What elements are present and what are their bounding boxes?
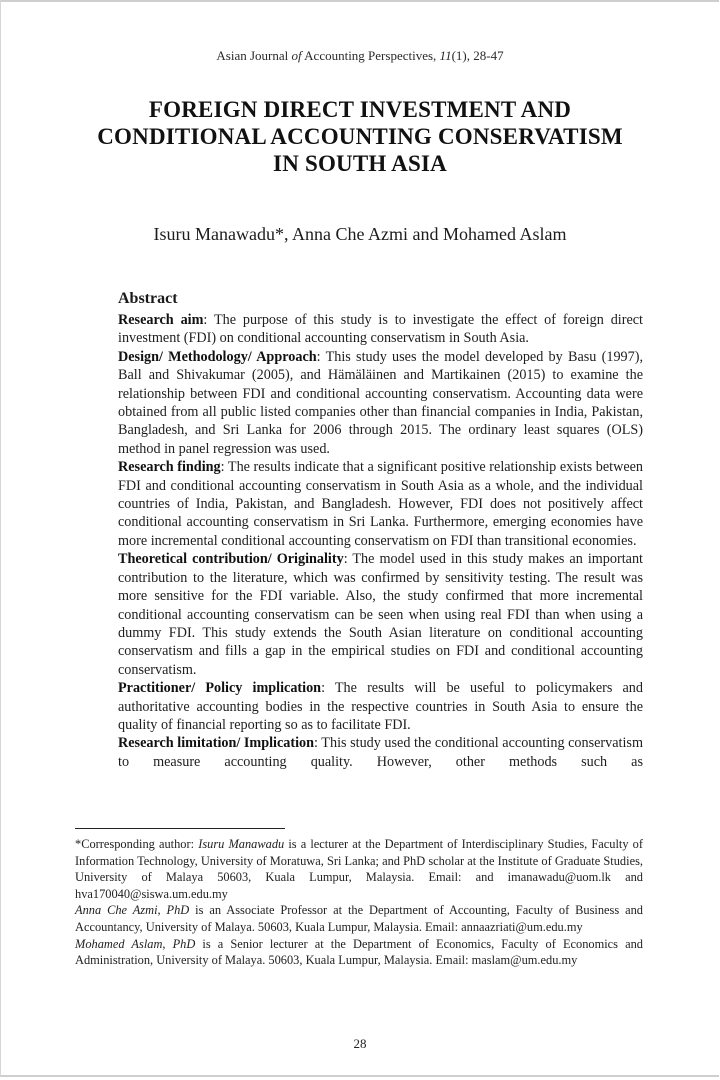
section-text: : The purpose of this study is to investigate the effect of foreign direct investment (FDI) on conditional accounting conservatism in South Asia. <box>118 312 643 347</box>
page-number: 28 <box>353 1036 367 1051</box>
section-label: Research aim <box>118 312 204 328</box>
abstract-policy-implication <box>118 679 643 734</box>
journal-name-of: of <box>291 48 302 63</box>
footnote-author-name: Anna Che Azmi, PhD <box>75 903 190 918</box>
abstract-body <box>118 311 643 771</box>
footnote-author-name: Isuru Manawadu <box>198 837 285 851</box>
section-text: : The results will be useful to policymakers and authoritative accounting bodies in the respective countries in South Asia to ensure the quality of financial reporting so as to facilitate FDI. <box>118 680 643 733</box>
footnote-third-author <box>75 936 643 969</box>
footnote-prefix: *Corresponding author: <box>75 837 199 851</box>
running-head <box>0 48 720 64</box>
footnote-text: is a Senior lecturer at the Department of Economics, Faculty of Economics and Administration, University of Malaya. 50603, Kuala Lumpur, Malaysia. Email: maslam@um.edu.my <box>75 936 643 968</box>
footnote-author-name: Mohamed Aslam, PhD <box>75 936 196 951</box>
abstract-methodology <box>118 348 643 458</box>
abstract-research-finding <box>118 458 643 550</box>
footnote-second-author <box>75 902 643 935</box>
journal-issue-pages: (1), 28-47 <box>451 48 504 63</box>
section-label: Practitioner/ Policy implication <box>118 680 322 697</box>
footnote-text: is an Associate Professor at the Department of Accounting, Faculty of Business and Accountancy, University of Malaya. 50603, Kuala Lumpur, Malaysia. Email: annaazriati@um.edu.my <box>75 903 643 934</box>
author-list: Isuru Manawadu*, Anna Che Azmi and Mohamed Aslam <box>153 224 567 244</box>
section-label: Research finding <box>118 459 221 476</box>
section-label: Theoretical contribution/ Originality <box>118 551 344 568</box>
journal-name-post: Accounting Perspectives, <box>301 48 440 63</box>
journal-volume: 11 <box>439 48 452 63</box>
section-text: : The model used in this study makes an important contribution to the literature, which was confirmed by sensitivity testing. The result was more sensitive for the FDI variable. Also, the study confirmed that more incremental conditional accounting conservatism can be seen when using real FDI than when using a dummy FDI. This study extends the South Asian literature on conditional accounting conservatism and fills a gap in the empirical studies on FDI and conditional accounting conservatism. <box>118 551 643 678</box>
section-text: : The results indicate that a significant positive relationship exists between FDI and conditional accounting conservatism in South Asia as a whole, and the individual countries of India, Pakistan, and Bangladesh. However, FDI does not positively affect conditional accounting conservatism in Sri Lanka. Furthermore, emerging economies have more incremental conditional accounting conservatism on FDI than transitional economies. <box>118 459 644 549</box>
section-label: Design/ Methodology/ Approach <box>118 348 317 365</box>
abstract-theoretical-contribution <box>118 550 643 679</box>
section-label: Research limitation/ Implication <box>118 735 315 752</box>
footnote-corresponding-author <box>75 836 643 902</box>
section-text: : This study used the conditional accounting conservatism to measure accounting quality. However, other methods such as <box>118 735 643 770</box>
abstract-heading: Abstract <box>118 290 178 307</box>
abstract-section <box>118 289 643 771</box>
footnote-divider <box>75 828 285 829</box>
section-text: : This study uses the model developed by Basu (1997), Ball and Shivakumar (2005), and Hämäläinen and Martikainen (2015) to examine the relationship between FDI and conditional accounting conservatism. Accounting data were obtained from all public listed companies other than financial companies in India, Pakistan, Bangladesh, and Sri Lanka for 2006 through 2015. The ordinary least squares (OLS) method in panel regression was used. <box>118 348 643 457</box>
abstract-research-limitation <box>118 734 643 771</box>
title-line-1: FOREIGN DIRECT INVESTMENT AND <box>148 97 572 122</box>
journal-name-pre: Asian Journal <box>216 48 292 63</box>
paper-title <box>40 96 680 177</box>
footnote-text: is a lecturer at the Department of Interdisciplinary Studies, Faculty of Information Technology, University of Moratuwa, Sri Lanka; and PhD scholar at the Institute of Graduate Studies, University of Malaya 50603, Kuala Lumpur, Malaysia. Email: and imanawadu@uom.lk and hva170040@siswa.um.edu.my <box>75 837 643 901</box>
abstract-research-aim <box>118 311 643 348</box>
title-line-3: IN SOUTH ASIA <box>273 151 447 176</box>
title-line-2: CONDITIONAL ACCOUNTING CONSERVATISM <box>97 124 623 149</box>
footnotes <box>75 836 643 969</box>
